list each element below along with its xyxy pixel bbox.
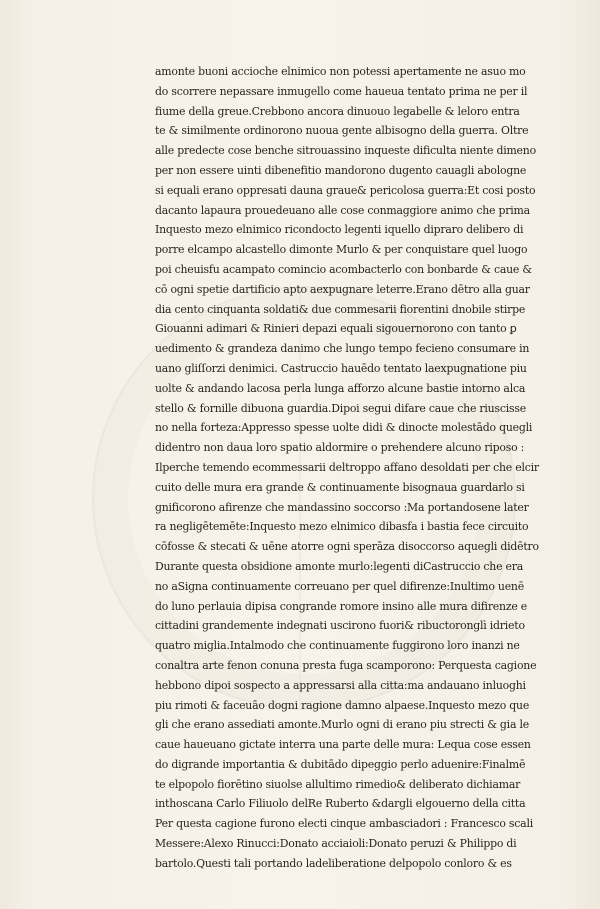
text-line: do digrande importantia & dubitādo dipeggio perlo aduenire:Finalmē <box>155 757 526 771</box>
text-line: Messere:Alexo Rinucci:Donato acciaioli:Donato peruzi & Philippo di <box>155 837 517 851</box>
text-line: cōfosse & stecati & uēne atorre ogni sperāza disoccorso aquegli didētro <box>155 540 539 554</box>
text-line: cuito delle mura era grande & continuamente bisognaua guardarlo si <box>155 480 525 494</box>
text-line: alle predecte cose benche sitrouassino inqueste dificulta niente dimeno <box>155 144 536 158</box>
text-line: uedimento & grandeza danimo che lungo tempo fecieno consumare in <box>155 342 530 356</box>
text-line: fiume della greue.Crebbono ancora dinuouo legabelle & leloro entra <box>155 104 520 118</box>
text-line: uano gliſſorzi denimici. Castruccio hauēdo tentato laexpugnatione piu <box>155 361 527 375</box>
text-line: uolte & andando lacosa perla lunga afforzo alcune bastie intorno alca <box>155 381 526 395</box>
text-line: Durante questa obsidione amonte murlo:legenti diCastruccio che era <box>155 559 524 573</box>
text-line: dia cento cinquanta soldati& due commesarii fiorentini dnobile stirpe <box>155 302 526 316</box>
text-line: bartolo.Questi tali portando ladeliberatione delpopolo conloro & es <box>155 856 512 870</box>
text-line: no aSigna continuamente correuano per quel difirenze:Inultimo uenē <box>155 579 524 593</box>
text-line: caue haueuano gictate interra una parte delle mura: Lequa cose essen <box>155 738 531 752</box>
text-line: per non essere uinti dibenefitio mandorono dugento cauagli abologne <box>155 163 527 177</box>
text-line: Inquesto mezo elnimico ricondocto legenti iquello dipraro delibero di <box>155 223 524 237</box>
text-line: quatro miglia.Intalmodo che continuamente fuggirono loro inanzi ne <box>155 639 520 653</box>
text-line: dacanto lapaura prouedeuano alle cose conmaggiore animo che prima <box>155 203 530 217</box>
text-line: do luno perlauia dipisa congrande romore insino alle mura difirenze e <box>155 599 528 613</box>
text-line: poi cheuisfu acampato comincio acombacterlo con bonbarde & caue & <box>155 262 532 276</box>
text-line: do scorrere nepassare inmugello come haueua tentato prima ne per il <box>155 84 528 98</box>
text-line: te & similmente ordinorono nuoua gente albisogno della guerra. Oltre <box>155 124 529 138</box>
page-text-block <box>155 62 550 874</box>
text-line: si equali erano oppresati dauna graue& pericolosa guerra:Et cosi posto <box>155 183 536 197</box>
text-line: Per questa cagione furono electi cinque ambasciadori : Francesco scali <box>155 817 533 831</box>
text-line: stello & fornille dibuona guardia.Dipoi segui difare caue che riuscisse <box>155 401 526 415</box>
text-line: cō ogni spetie dartificio apto aexpugnare leterre.Erano dētro alla guar <box>155 282 530 296</box>
text-line: didentro non daua loro spatio aldormire o prehendere alcuno riposo : <box>155 441 525 455</box>
text-line: no nella forteza:Appresso spesse uolte didi & dinocte molestādo quegli <box>155 421 533 435</box>
text-line: ra negligētemēte:Inquesto mezo elnimico dibasfa i bastia fece circuito <box>155 520 529 534</box>
text-line: Giouanni adimari & Rinieri depazi equali sigouernorono con tanto ꝑ <box>155 322 517 336</box>
text-line: gnificorono afirenze che mandassino soccorso :Ma portandosene later <box>155 500 529 514</box>
text-line: piu rimoti & faceuāo dogni ragione damno alpaese.Inquesto mezo que <box>155 698 530 712</box>
text-line: porre elcampo alcastello dimonte Murlo & per conquistare quel luogo <box>155 243 528 257</box>
text-line: inthoscana Carlo Filiuolo delRe Ruberto &dargli elgouerno della citta <box>155 797 526 811</box>
text-line: conaltra arte fenon conuna presta fuga scamporono: Perquesta cagione <box>155 658 537 672</box>
text-line: cittadini grandemente indegnati uscirono fuori& ribuctoronglì idrieto <box>155 619 525 633</box>
text-line: Ilperche temendo ecommessarii deltroppo affano desoldati per che elcir <box>155 460 539 474</box>
text-line: amonte buoni accioche elnimico non potessi apertamente ne asuo mo <box>155 65 526 78</box>
text-line: te elpopolo fiorētino siuolse allultimo rimedio& deliberato dichiamar <box>155 777 521 791</box>
text-line: gli che erano assediati amonte.Murlo ogni di erano piu strecti & gia le <box>155 718 529 732</box>
text-line: hebbono dipoi sospecto a appressarsi alla citta:ma andauano inluoghi <box>155 678 526 692</box>
